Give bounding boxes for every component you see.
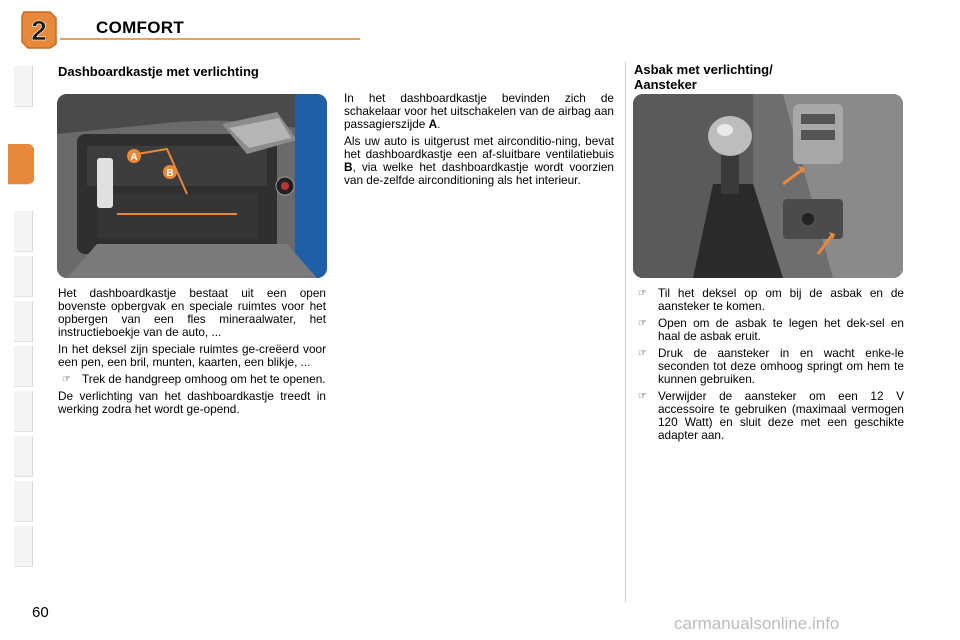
hand-pointer-icon: ☞ [638,348,647,359]
header-underline [60,38,360,40]
chapter-tab[interactable] [14,391,33,432]
hand-pointer-icon: ☞ [62,374,71,385]
page-number: 60 [32,604,49,621]
airbag-text [344,92,614,191]
ashtray-bullet [634,287,904,313]
hand-pointer-icon: ☞ [638,288,647,299]
bullet-text: Til het deksel op om bij de asbak en de aansteker te komen. [658,286,904,313]
ashtray-photo [633,94,903,278]
glovebox-photo [57,94,327,278]
section-heading-glovebox: Dashboardkastje met verlichting [58,64,259,79]
chapter-tab[interactable] [14,481,33,522]
ashtray-bullet [634,317,904,343]
chapter-title: COMFORT [96,18,185,37]
column-divider [625,62,626,602]
glovebox-paragraph: In het deksel zijn speciale ruimtes ge-creëerd voor een pen, een bril, munten, kaarten, een blikje, ... [58,342,326,369]
hand-pointer-icon: ☞ [638,318,647,329]
ashtray-bullet [634,347,904,386]
bullet-text: Druk de aansteker in en wacht enke-le seconden tot deze omhoog springt om hem te kunnen gebruiken. [658,346,904,386]
chapter-tab[interactable] [14,346,33,387]
bullet-text: Trek de handgreep omhoog om het te openen. [82,372,326,386]
chapter-side-tabs [0,66,34,576]
ashtray-bullet [634,390,904,442]
glovebox-paragraph: De verlichting van het dashboardkastje treedt in werking zodra het wordt ge-opend. [58,389,326,416]
glovebox-paragraph: Het dashboardkastje bestaat uit een open bovenste opbergvak en speciale ruimtes voor het opbergen van een fles mineraalwater, het instructieboekje van de auto, ... [58,286,326,339]
chapter-tab[interactable] [14,301,33,342]
airbag-paragraph: In het dashboardkastje bevinden zich de schakelaar voor het uitschakelen van de airbag aan passagierszijde A. [344,91,614,131]
hand-pointer-icon: ☞ [638,391,647,402]
chapter-tab[interactable] [14,256,33,297]
watermark: carmanualsonline.info [674,614,840,633]
ashtray-instructions [634,287,904,446]
callout-a: A [130,152,138,163]
chapter-tab-active[interactable] [8,144,34,185]
heading-line: Asbak met verlichting/ [634,62,773,77]
glovebox-bullet [58,373,326,386]
chapter-tab[interactable] [14,526,33,567]
chapter-tab[interactable] [14,436,33,477]
chapter-badge [20,10,58,50]
chapter-tab[interactable] [14,211,33,252]
glovebox-text [58,287,326,420]
bullet-text: Open om de asbak te legen het dek-sel en haal de asbak eruit. [658,316,904,343]
chapter-tab[interactable] [14,66,33,107]
bullet-text: Verwijder de aansteker om een 12 V accessoire te gebruiken (maximaal vermogen 120 Watt) en sluit deze met een geschikte adapter aan. [658,389,904,442]
callout-b: B [166,168,174,179]
ventilation-paragraph: Als uw auto is uitgerust met airconditio-ning, bevat het dashboardkastje een af-sluitbare ventilatiebuis B, via welke het dashboardkastje wordt voorzien van de-zelfde airconditioning als het interieur. [344,134,614,187]
heading-line: Aansteker [634,77,697,92]
chapter-number: 2 [31,15,47,46]
section-heading-ashtray [634,62,773,92]
